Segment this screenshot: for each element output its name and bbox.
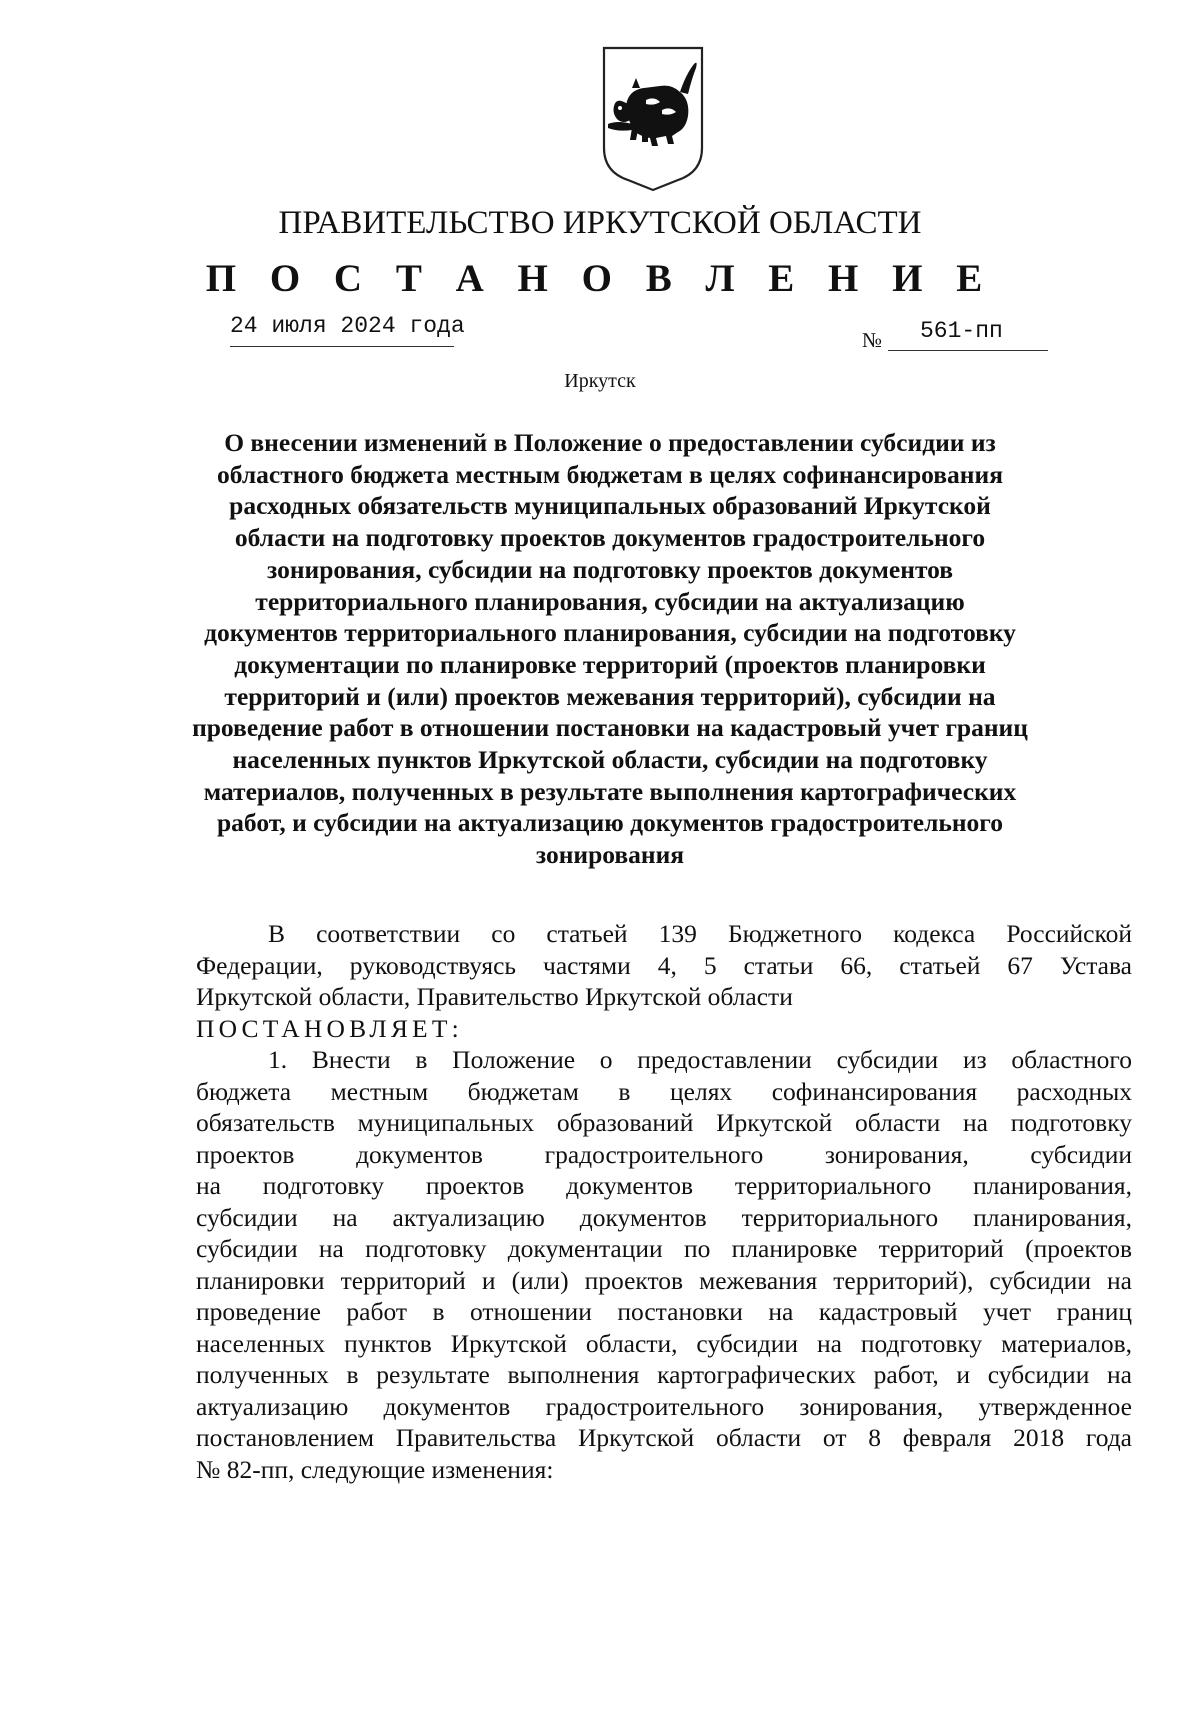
heading-line: зонирования, субсидии на подготовку проектов документов [266,554,954,584]
item-line: актуализацию документов градостроительного зонирования, утвержденное [196,1391,1132,1421]
heading-line: О внесении изменений в Положение о предоставлении субсидии из [224,428,996,457]
organization-title: ПРАВИТЕЛЬСТВО ИРКУТСКОЙ ОБЛАСТИ [278,205,922,241]
item-line: постановлением Правительства Иркутской области от 8 февраля 2018 года [196,1423,1132,1452]
item-line: на подготовку проектов документов территориального планирования, [196,1171,1132,1200]
heading-line: зонирования [535,840,685,870]
item-line: полученных в результате выполнения картографических работ, и субсидии на [196,1360,1132,1389]
item-line: населенных пунктов Иркутской области, субсидии на подготовку материалов, [196,1328,1132,1358]
document-heading [180,427,1040,871]
resolves-word: ПОСТАНОВЛЯЕТ: [196,1013,463,1043]
heading-line: территорий и (или) проектов межевания территорий), субсидии на [224,681,996,711]
item-line: субсидии на актуализацию документов территориального планирования, [196,1202,1132,1232]
preamble-line: В соответствии со статьей 139 Бюджетного кодекса Российской [268,919,1132,948]
heading-line: территориального планирования, субсидии на актуализацию [255,586,965,616]
irkutsk-coat-of-arms-icon [598,44,708,194]
heading-line: населенных пунктов Иркутской области, субсидии на подготовку [232,745,988,775]
item-line: проектов документов градостроительного зонирования, субсидии [196,1139,1132,1169]
item-line: бюджета местным бюджетам в целях софинансирования расходных [196,1076,1132,1106]
document-body [196,918,1132,1485]
heading-line: областного бюджета местным бюджетам в целях софинансирования [217,459,1003,489]
item-line: обязательств муниципальных образований Иркутской области на подготовку [196,1108,1132,1137]
item-line: 1. Внести в Положение о предоставлении субсидии из областного [268,1045,1132,1074]
preamble-line: Федерации, руководствуясь частями 4, 5 статьи 66, статьей 67 Устава [196,950,1132,980]
heading-line: проведение работ в отношении постановки на кадастровый учет границ [192,713,1028,743]
document-number: 561-пп [920,318,1003,344]
heading-line: документов территориального планирования, субсидии на подготовку [204,618,1016,648]
item-line: проведение работ в отношении постановки на кадастровый учет границ [196,1297,1132,1326]
item-line: № 82-пп, следующие изменения: [196,1454,554,1484]
document-date: 24 июля 2024 года [230,313,465,339]
heading-line: документации по планировке территорий (проектов планировки [234,649,986,679]
heading-line: материалов, полученных в результате выполнения картографических [203,776,1017,806]
number-sign: № [862,328,883,352]
item-line: планировки территорий и (или) проектов межевания территорий), субсидии на [196,1265,1132,1295]
document-type: П О С Т А Н О В Л Е Н И Е [205,257,995,300]
heading-line: области на подготовку проектов документов градостроительного [234,523,986,553]
item-line: субсидии на подготовку документации по планировке территорий (проектов [196,1234,1132,1263]
city-name: Иркутск [564,370,636,392]
heading-line: работ, и субсидии на актуализацию документов градостроительного [216,808,1004,838]
preamble-line: Иркутской области, Правительство Иркутской области [196,982,793,1011]
heading-line: расходных обязательств муниципальных образований Иркутской [229,491,991,521]
